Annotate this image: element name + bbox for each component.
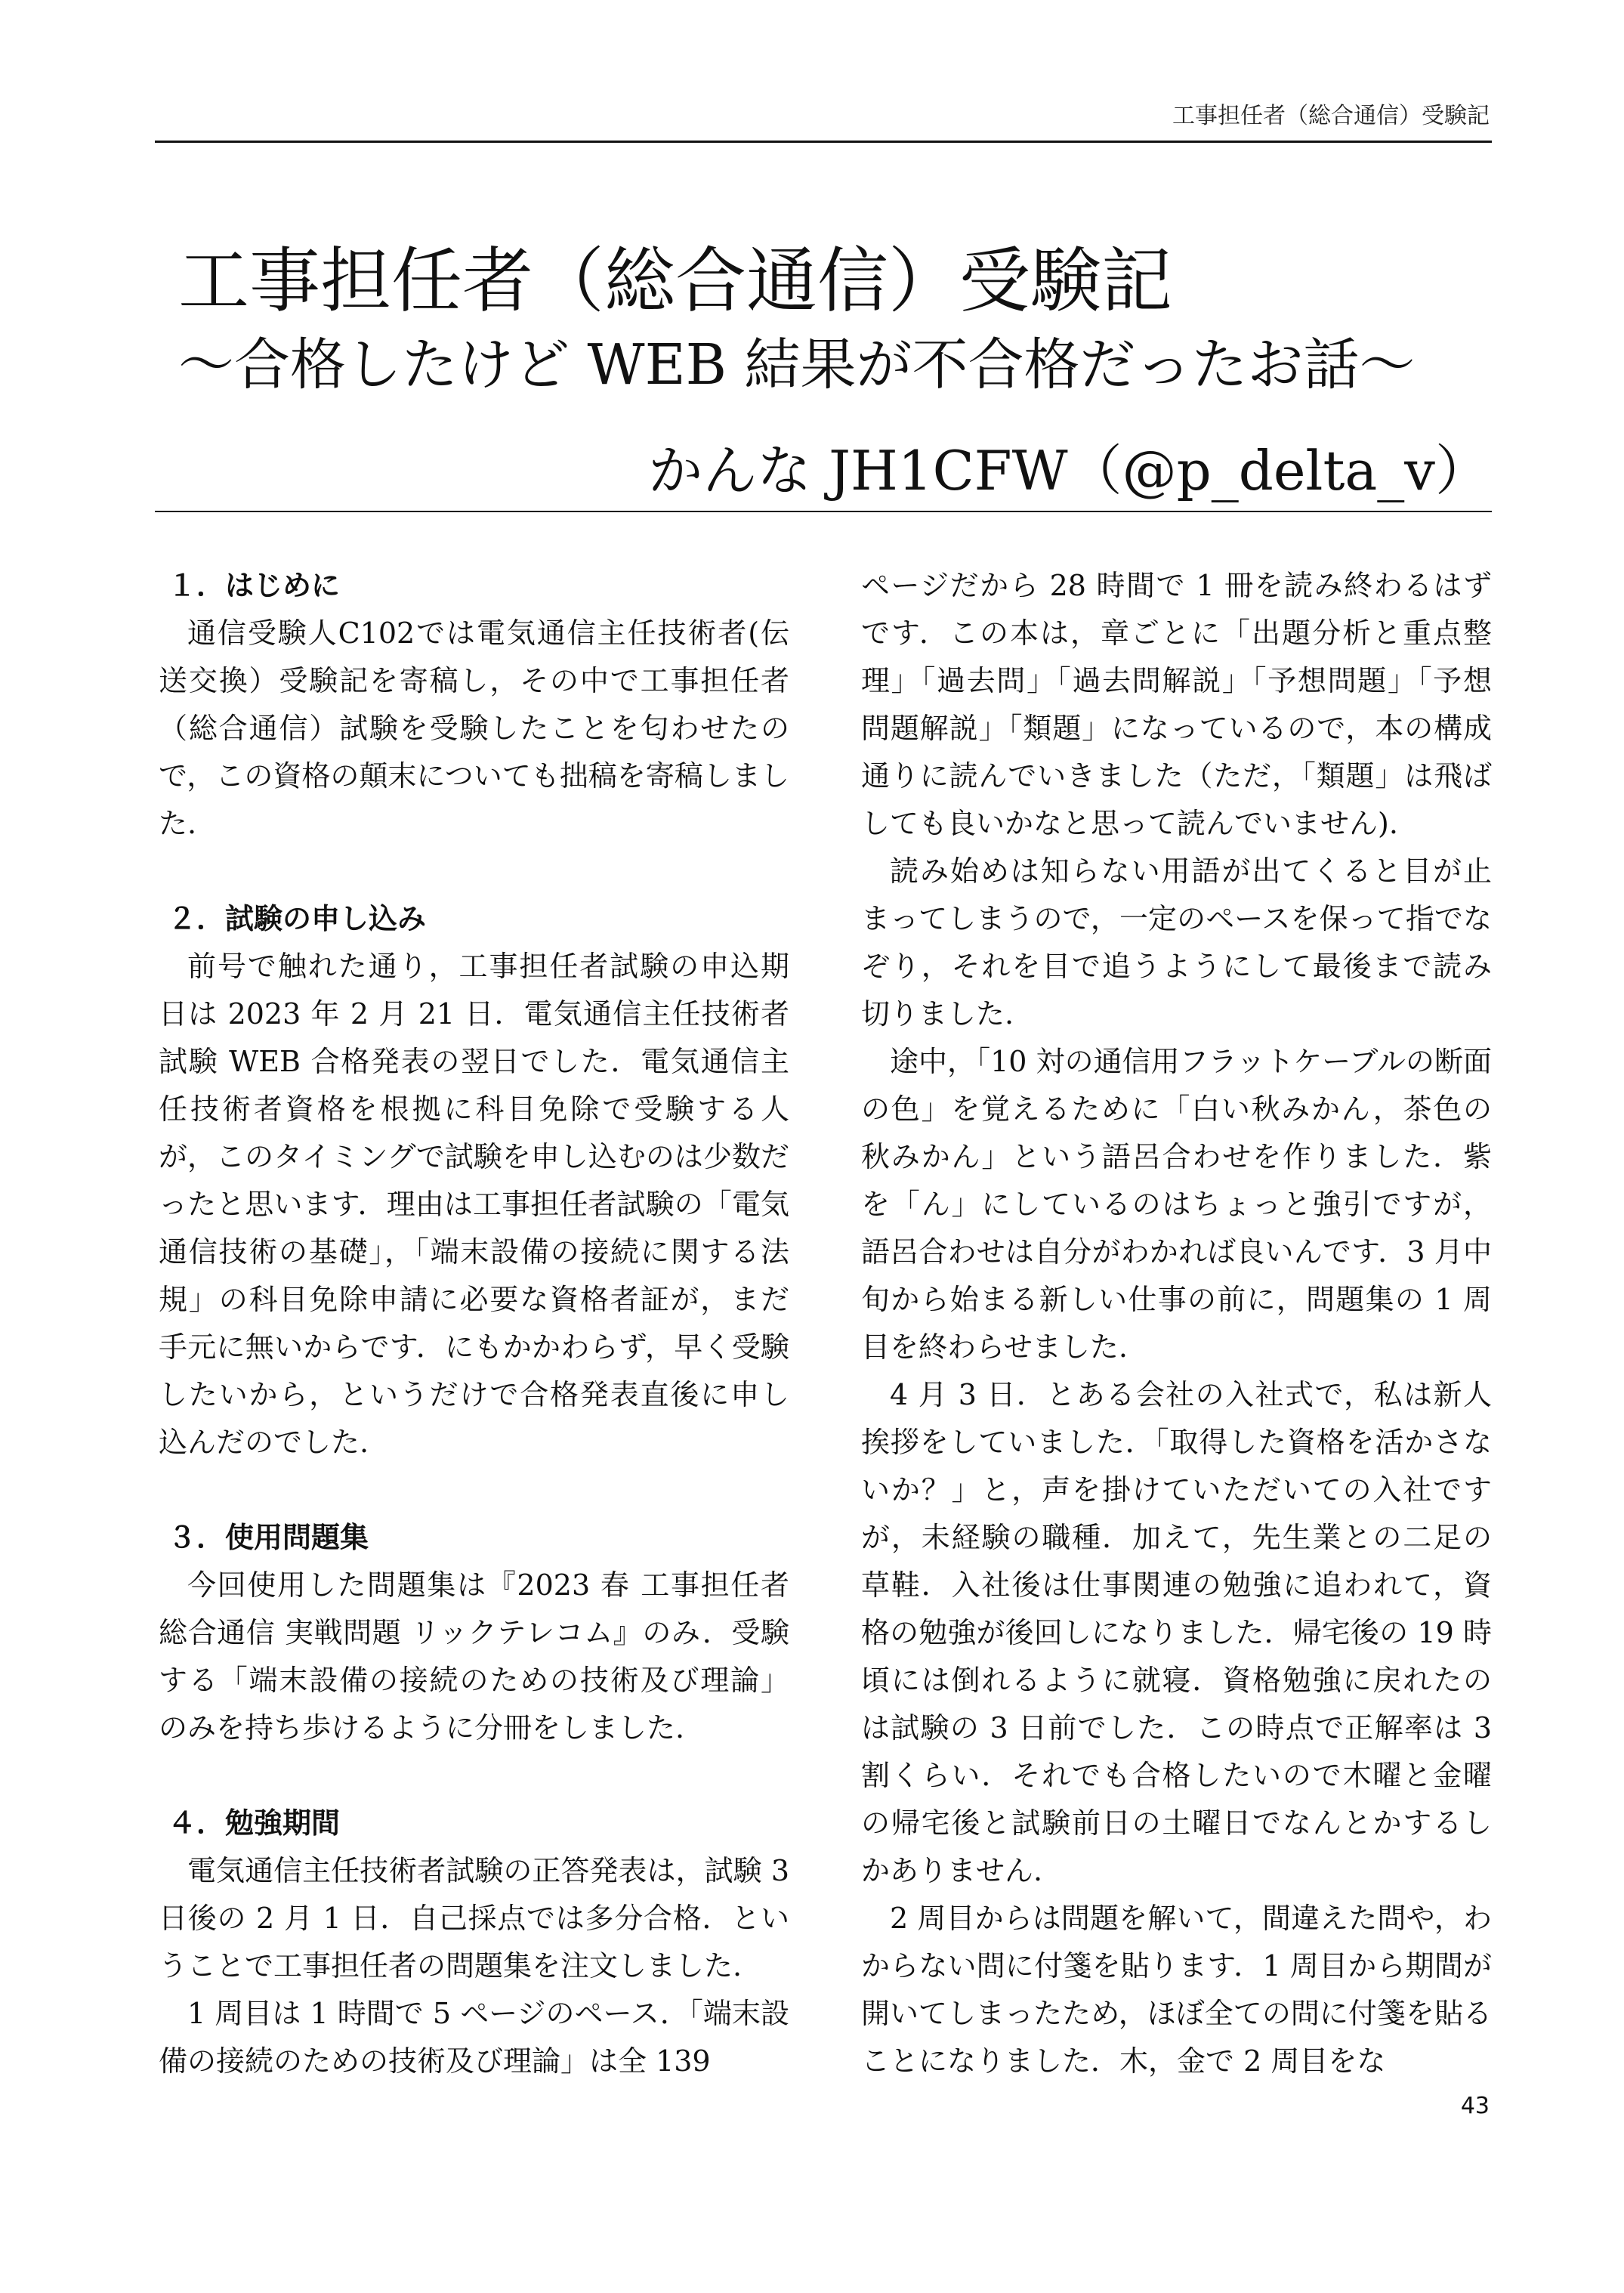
- paragraph: 今回使用した問題集は『2023 春 工事担任者 総合通信 実戦問題 リックテレコム』のみ．受験する「端末設備の接続のための技術及び理論」のみを持ち歩けるように分冊をしました.: [159, 1568, 789, 1744]
- section-heading-4: ４．勉強期間: [168, 1806, 341, 1840]
- paragraph: 通信受験人C102では電気通信主任技術者(伝送交換）受験記を寄稿し，その中で工事担任者（総合通信）試験を受験したことを匂わせたので，この資格の顛末についても拙稿を寄稿しました.: [159, 617, 789, 840]
- paragraph: 2 周目からは問題を解いて，間違えた問や，わからない問に付箋を貼ります．1 周目から期間が開いてしまったため，ほぼ全ての問に付箋を貼ることになりました．木，金で 2 周目をな: [861, 1902, 1492, 2078]
- author-byline: かんな JH1CFW（@p_delta_v）: [648, 439, 1490, 502]
- section-heading-3: ３．使用問題集: [168, 1521, 369, 1554]
- paragraph: 読み始めは知らない用語が出てくると目が止まってしまうので，一定のペースを保って指でなぞり，それを目で追うようにして最後まで読み切りました.: [861, 854, 1492, 1031]
- paragraph: 4 月 3 日．とある会社の入社式で，私は新人挨拶をしていました．「取得した資格を活かさないか？」と，声を掛けていただいての入社ですが，未経験の職種．加えて，先生業との二足の草鞋．入社後は仕事関連の勉強に追われて，資格の勉強が後回しになりました．帰宅後の 19 時頃には倒れるように就寝．資格勉強に戻れたのは試験の 3 日前でした．この時点で正解率は 3 割くらい．それでも合格したいので木曜と金曜の帰宅後と試験前日の土曜日でなんとかするしかありません.: [861, 1378, 1492, 1887]
- header-rule: [155, 141, 1492, 143]
- left-column: [159, 562, 789, 2085]
- section-heading-1: １．はじめに: [168, 569, 341, 602]
- paragraph: 電気通信主任技術者試験の正答発表は，試験 3 日後の 2 月 1 日．自己採点では多分合格．ということで工事担任者の問題集を注文しました.: [159, 1854, 789, 1982]
- article-title: 工事担任者（総合通信）受験記: [178, 240, 1173, 323]
- title-rule: [155, 511, 1492, 512]
- running-header: 工事担任者（総合通信）受験記: [1172, 103, 1490, 129]
- right-column: [861, 562, 1492, 2085]
- paragraph: 途中，「10 対の通信用フラットケーブルの断面の色」を覚えるために「白い秋みかん，茶色の秋みかん」という語呂合わせを作りました．紫を「ん」にしているのはちょっと強引ですが，語呂合わせは自分がわかれば良いんです．3 月中旬から始まる新しい仕事の前に，問題集の 1 周目を終わらせました.: [861, 1045, 1492, 1364]
- section-heading-2: ２．試験の申し込み: [168, 902, 427, 935]
- paragraph: 1 周目は 1 時間で 5 ページのペース．「端末設備の接続のための技術及び理論」は全 139: [159, 1997, 789, 2078]
- paragraph: 前号で触れた通り，工事担任者試験の申込期日は 2023 年 2 月 21 日．電気通信主任技術者試験 WEB 合格発表の翌日でした．電気通信主任技術者資格を根拠に科目免除で受験する人が，このタイミングで試験を申し込むのは少数だったと思います．理由は工事担任者試験の「電気通信技術の基礎」，「端末設備の接続に関する法規」の科目免除申請に必要な資格者証が，まだ手元に無いからです．にもかかわらず，早く受験したいから，というだけで合格発表直後に申し込んだのでした.: [159, 950, 789, 1459]
- paragraph-continued: ページだから 28 時間で 1 冊を読み終わるはずです．この本は，章ごとに「出題分析と重点整理」「過去問」「過去問解説」「予想問題」「予想問題解説」「類題」になっているので，本の構成通りに読んでいきました（ただ，「類題」は飛ばしても良いかなと思って読んでいません).: [861, 569, 1492, 840]
- article-subtitle: ～合格したけど WEB 結果が不合格だったお話～: [178, 332, 1416, 397]
- page-number: 43: [1460, 2093, 1490, 2119]
